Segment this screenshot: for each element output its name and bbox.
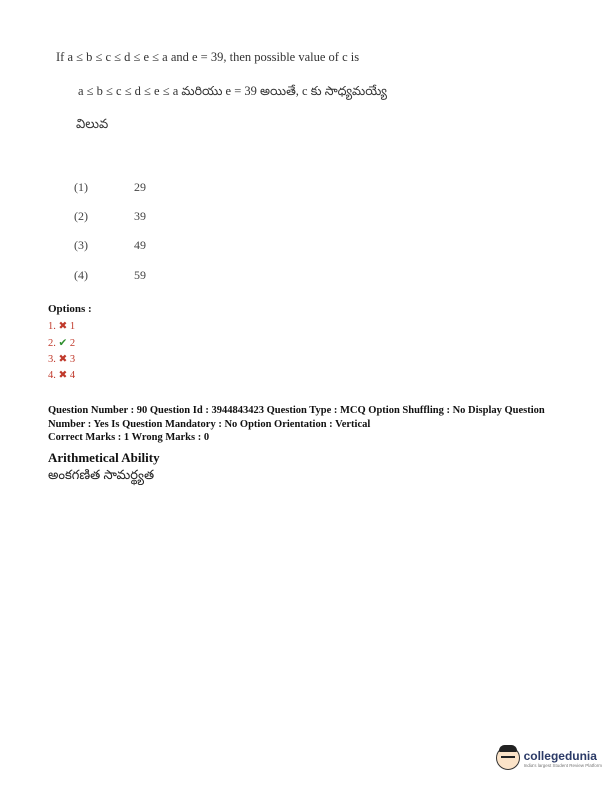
choice-4 (48, 369, 75, 381)
answer-option-value: 49 (134, 238, 146, 252)
choice-1 (48, 320, 75, 332)
choice-value: 3 (69, 354, 76, 365)
answer-option-number: (4) (74, 268, 88, 282)
choice-value: 2 (69, 338, 76, 349)
metadata-line: Question Number : 90 Question Id : 3944843423 Question Type : MCQ Option Shuffling : No Display Question (48, 405, 545, 416)
question-text-telugu-continued: విలువ (76, 116, 109, 131)
choice-index: 2. (48, 338, 56, 349)
choice-index: 3. (48, 354, 56, 365)
choice-index: 4. (48, 370, 56, 381)
question-text-english: If a ≤ b ≤ c ≤ d ≤ e ≤ a and e = 39, then possible value of c is (56, 50, 360, 64)
cross-icon: ✖ (58, 370, 68, 381)
answer-option-2 (74, 209, 146, 224)
answer-option-1 (74, 180, 146, 195)
logo-tagline: India's largest Student Review Platform (523, 762, 602, 768)
logo-name: collegedunia (523, 748, 597, 763)
question-metadata (48, 404, 588, 445)
choice-value: 1 (69, 321, 76, 332)
answer-option-value: 29 (134, 180, 146, 194)
answer-option-number: (1) (74, 180, 88, 194)
choice-index: 1. (48, 321, 56, 332)
metadata-line: Correct Marks : 1 Wrong Marks : 0 (48, 432, 210, 443)
choice-value: 4 (69, 370, 76, 381)
cross-icon: ✖ (58, 321, 68, 332)
collegedunia-logo (496, 746, 602, 770)
question-text-telugu: a ≤ b ≤ c ≤ d ≤ e ≤ a మరియు e = 39 అయితే, c కు సాధ్యమయ్యే (78, 84, 387, 98)
choice-3 (48, 353, 75, 365)
options-heading: Options : (48, 303, 92, 315)
section-title-english: Arithmetical Ability (48, 450, 160, 465)
check-icon: ✔ (58, 338, 68, 349)
answer-option-3 (74, 238, 146, 253)
cross-icon: ✖ (58, 354, 68, 365)
answer-option-4 (74, 268, 146, 283)
answer-option-number: (3) (74, 238, 88, 252)
choice-2 (48, 337, 75, 349)
answer-option-value: 59 (134, 268, 146, 282)
mascot-icon (496, 746, 520, 770)
answer-option-value: 39 (134, 209, 146, 223)
section-title-telugu: అంకగణిత సామర్థ్యత (48, 467, 155, 482)
answer-option-number: (2) (74, 209, 88, 223)
metadata-line: Number : Yes Is Question Mandatory : No Option Orientation : Vertical (48, 418, 371, 430)
